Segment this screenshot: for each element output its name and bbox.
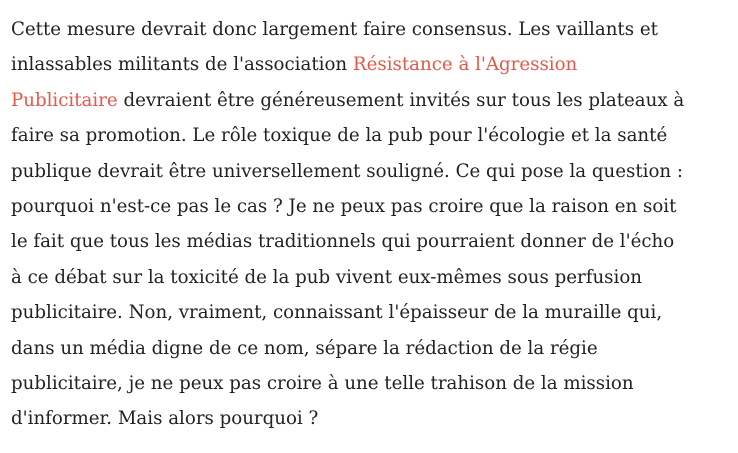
article-paragraph <box>11 12 727 437</box>
paragraph-line-2-text: inlassables militants de l'association <box>11 54 353 76</box>
paragraph-line-10: dans un média digne de ce nom, sépare la rédaction de la régie <box>11 337 598 359</box>
paragraph-line-2 <box>11 47 727 82</box>
paragraph-line-5: publique devrait être universellement souligné. Ce qui pose la question : <box>11 160 684 182</box>
association-link-continued[interactable]: Publicitaire <box>11 89 118 111</box>
paragraph-line-3-text: devraient être généreusement invités sur tous les plateaux à <box>117 89 685 111</box>
association-link[interactable]: Résistance à l'Agression <box>352 54 578 76</box>
paragraph-line-3 <box>11 83 727 118</box>
paragraph-line-11: publicitaire, je ne peux pas croire à une telle trahison de la mission <box>11 372 634 394</box>
paragraph-line-9: publicitaire. Non, vraiment, connaissant l'épaisseur de la muraille qui, <box>11 302 663 324</box>
paragraph-line-8: à ce débat sur la toxicité de la pub vivent eux-mêmes sous perfusion <box>11 266 642 288</box>
paragraph-line-6: pourquoi n'est-ce pas le cas ? Je ne peux pas croire que la raison en soit <box>11 195 677 217</box>
paragraph-line-12: d'informer. Mais alors pourquoi ? <box>11 408 319 430</box>
paragraph-line-4: faire sa promotion. Le rôle toxique de la pub pour l'écologie et la santé <box>11 125 668 147</box>
paragraph-line-7: le fait que tous les médias traditionnels qui pourraient donner de l'écho <box>11 231 675 253</box>
paragraph-line-1: Cette mesure devrait donc largement faire consensus. Les vaillants et <box>11 19 658 40</box>
